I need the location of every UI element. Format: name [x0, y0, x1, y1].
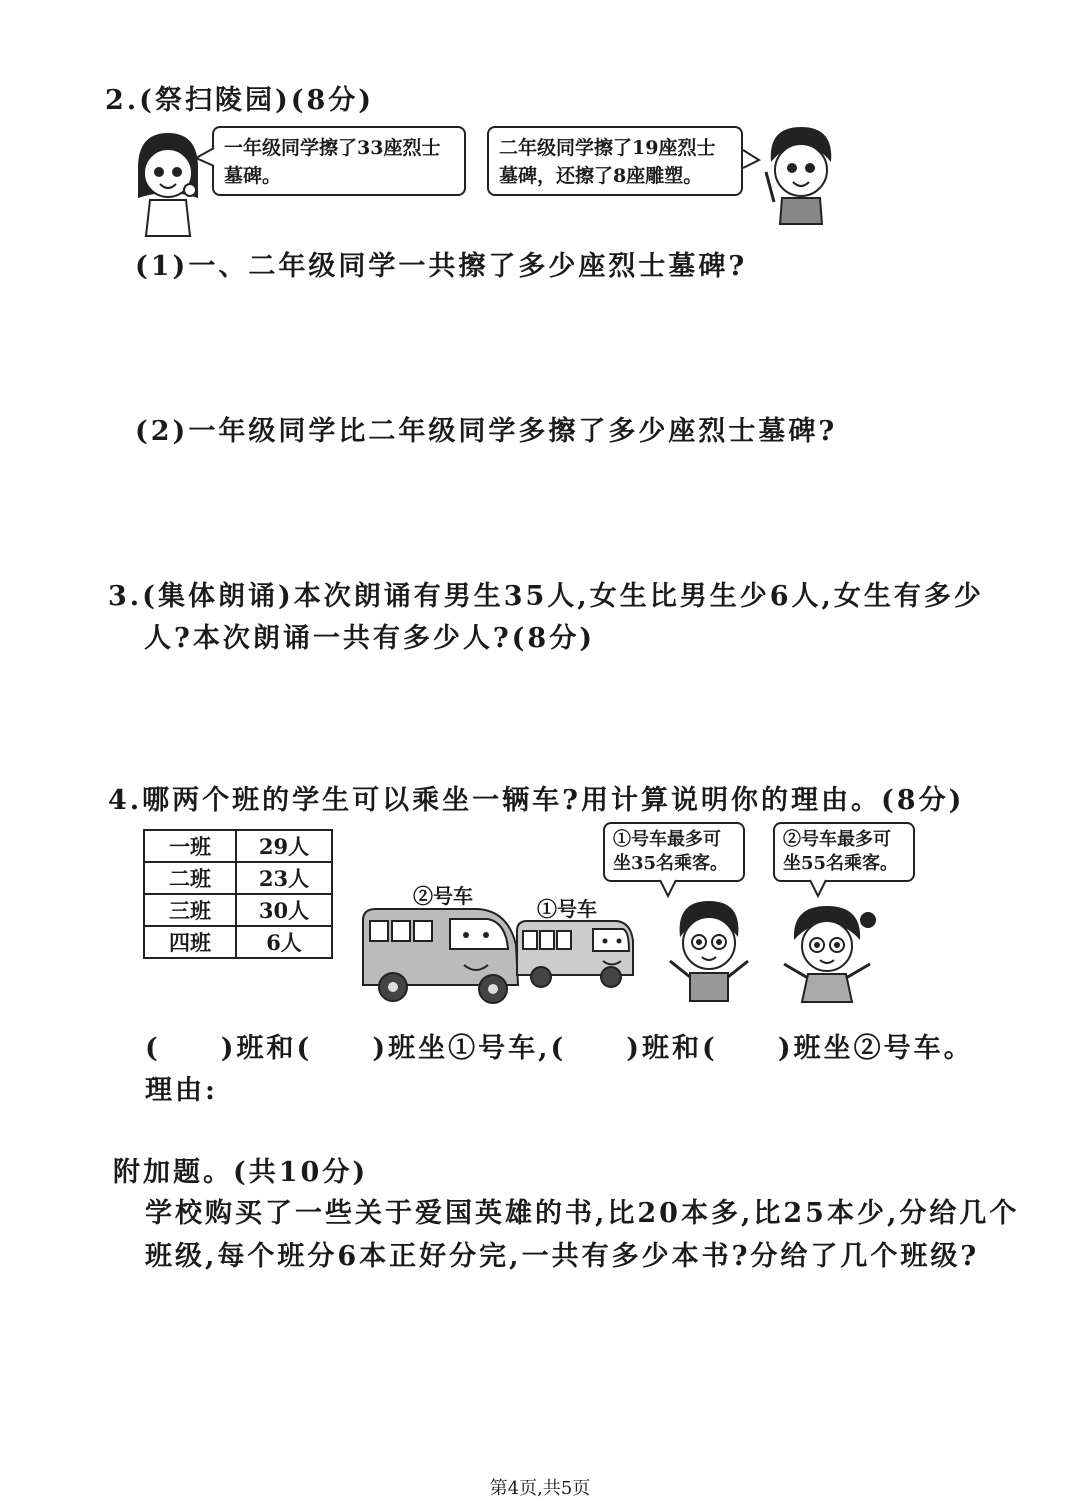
q3-line2: 人?本次朗诵一共有多少人?(8分)	[144, 623, 595, 654]
q4-bubble-bus2-line2: 坐55名乘客。	[783, 853, 899, 874]
bonus-title: 附加题。(共10分)	[113, 1157, 369, 1188]
q2-sub1: (1)一、二年级同学一共擦了多少座烈士墓碑?	[135, 251, 748, 282]
bonus-line2: 班级,每个班分6本正好分完,一共有多少本书?分给了几个班级?	[145, 1241, 980, 1272]
class-count: 30人	[236, 894, 332, 926]
q4-bubble2-tail	[810, 880, 830, 898]
q2-title: 2.(祭扫陵园)(8分)	[105, 85, 375, 116]
boy2-illustration	[664, 895, 754, 1005]
q2-bubble-right	[487, 126, 743, 196]
q2-bubble-right-line1: 二年级同学擦了19座烈士	[499, 137, 716, 159]
q2-bubble-left-line2: 墓碑。	[224, 165, 282, 187]
q4-title: 4.哪两个班的学生可以乘坐一辆车?用计算说明你的理由。(8分)	[108, 785, 965, 816]
class-count: 29人	[236, 830, 332, 862]
girl-illustration	[128, 128, 208, 238]
table-row	[144, 926, 332, 958]
bubble-left-tail	[196, 148, 216, 168]
bus2-illustration	[358, 905, 523, 1010]
q4-bubble-bus2-line1: ②号车最多可	[783, 829, 891, 850]
bus1-illustration	[513, 917, 638, 992]
class-name: 四班	[144, 926, 236, 958]
class-name: 一班	[144, 830, 236, 862]
q4-reason-label: 理由:	[145, 1075, 218, 1106]
bus2-label: ②号车	[413, 884, 473, 908]
class-count: 6人	[236, 926, 332, 958]
class-table	[143, 829, 333, 959]
q4-bubble-bus1-line1: ①号车最多可	[613, 829, 721, 850]
q2-bubble-right-line2: 墓碑，还擦了8座雕塑。	[499, 165, 703, 187]
q4-answer-line[interactable]: ( )班和( )班坐①号车,( )班和( )班坐②号车。	[145, 1033, 974, 1064]
bonus-line1: 学校购买了一些关于爱国英雄的书,比20本多,比25本少,分给几个	[145, 1198, 1020, 1229]
table-row	[144, 830, 332, 862]
q2-sub2: (2)一年级同学比二年级同学多擦了多少座烈士墓碑?	[135, 416, 838, 447]
table-row	[144, 894, 332, 926]
q3-line1: 3.(集体朗诵)本次朗诵有男生35人,女生比男生少6人,女生有多少	[108, 581, 984, 612]
bus1-label: ①号车	[537, 897, 597, 921]
boy-illustration	[756, 122, 846, 227]
q2-bubble-left-line1: 一年级同学擦了33座烈士	[224, 137, 441, 159]
class-name: 三班	[144, 894, 236, 926]
q4-bubble-bus2	[773, 822, 915, 882]
class-name: 二班	[144, 862, 236, 894]
table-row	[144, 862, 332, 894]
q4-bubble-bus1	[603, 822, 745, 882]
q4-bubble-bus1-line2: 坐35名乘客。	[613, 853, 729, 874]
girl2-illustration	[772, 900, 882, 1005]
class-count: 23人	[236, 862, 332, 894]
page-footer: 第4页,共5页	[489, 1478, 591, 1499]
q2-bubble-left	[212, 126, 466, 196]
